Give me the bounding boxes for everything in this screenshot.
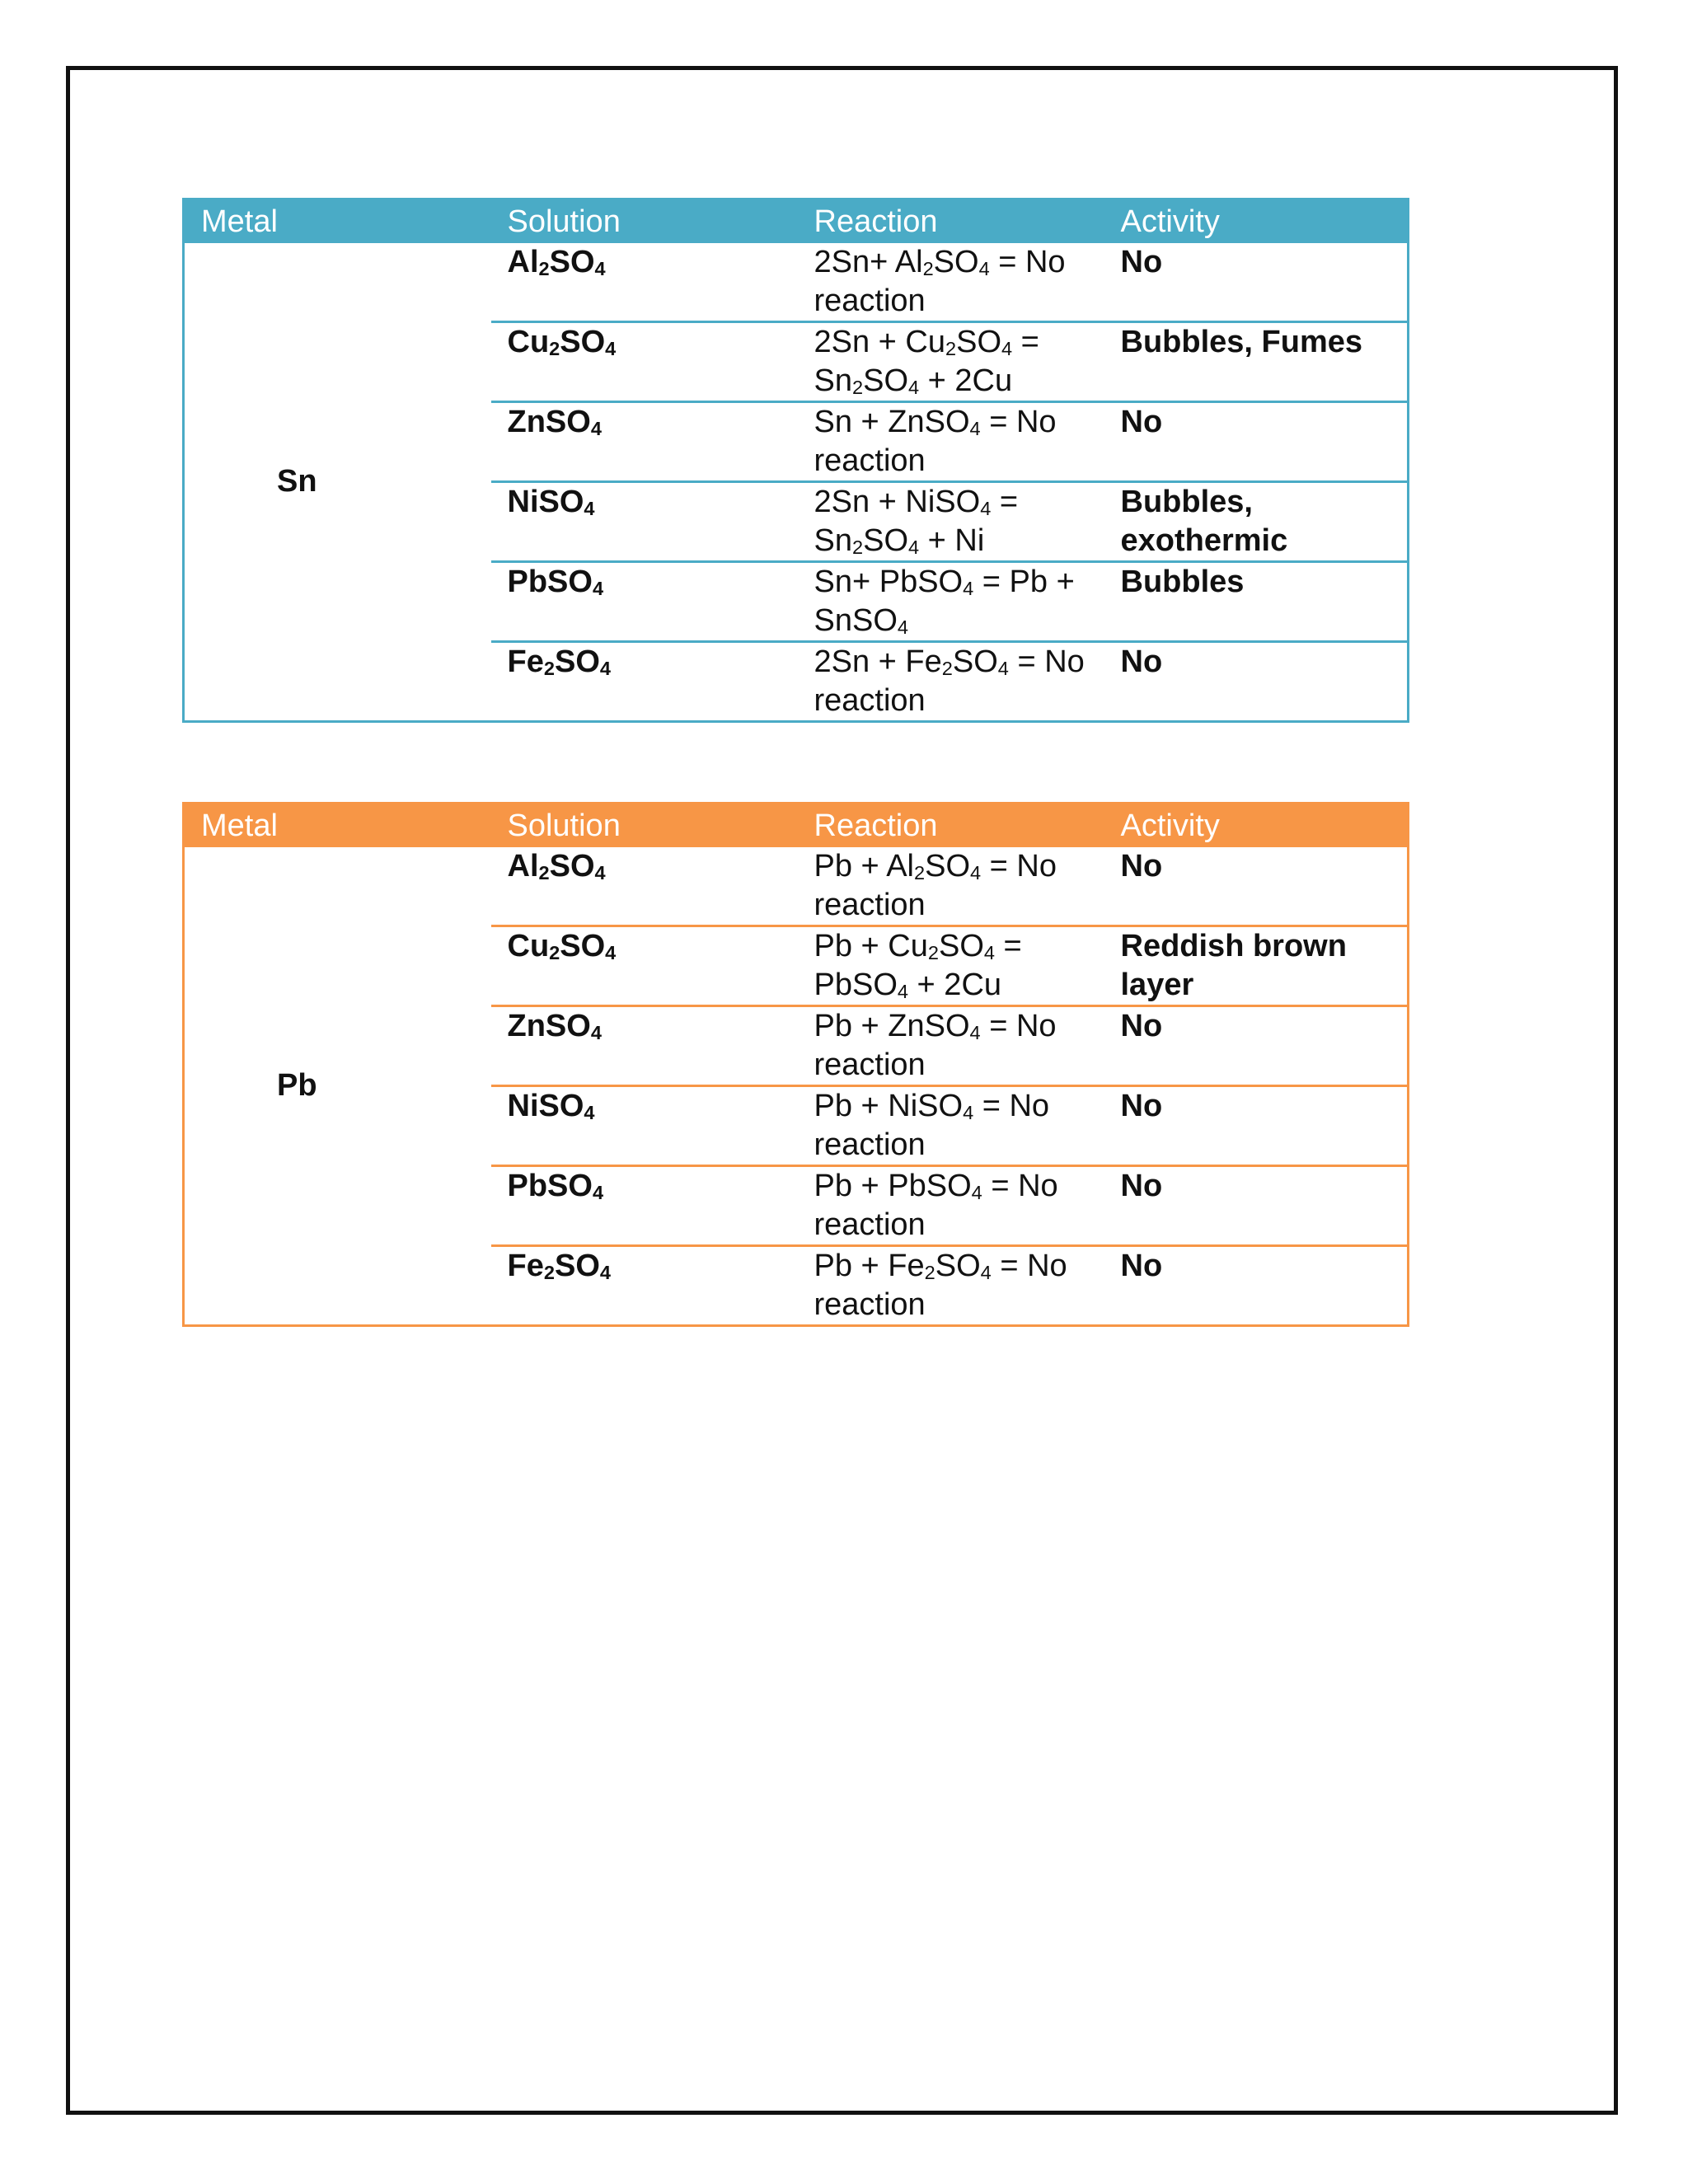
solution-subscript: 2 xyxy=(543,1262,555,1284)
solution-subscript: 4 xyxy=(605,942,617,964)
solution-cell xyxy=(491,1166,798,1246)
reaction-cell: Pb + ZnSO$_4$ = No reaction xyxy=(798,1006,1104,1086)
solution-text: SO xyxy=(554,1249,600,1283)
solution-subscript: 4 xyxy=(599,1262,611,1284)
solution-text: SO xyxy=(549,245,595,279)
solution-cell xyxy=(491,322,798,402)
activity-cell: No xyxy=(1104,243,1409,322)
table-row xyxy=(184,243,1409,322)
header-reaction: Reaction xyxy=(814,808,938,843)
solution-subscript: 4 xyxy=(594,258,606,280)
reaction-cell: $2Sn+ Al_2SO_4 = No$ reaction xyxy=(798,243,1104,322)
solution-text: SO xyxy=(549,849,595,883)
solution-cell xyxy=(491,1086,798,1166)
solution-text: SO xyxy=(560,325,606,359)
table-row xyxy=(184,847,1409,926)
activity-cell: No xyxy=(1104,847,1409,926)
solution-subscript: 4 xyxy=(590,1022,602,1044)
sn-reaction-table xyxy=(182,198,1407,723)
solution-text: PbSO xyxy=(507,1169,593,1203)
solution-subscript: 4 xyxy=(584,1102,595,1124)
solution-cell xyxy=(491,243,798,322)
activity-cell: No xyxy=(1104,642,1409,722)
reaction-cell: Sn + ZnSO$_4$ = No reaction xyxy=(798,402,1104,482)
header-activity: Activity xyxy=(1120,204,1220,239)
solution-subscript: 4 xyxy=(592,578,604,600)
solution-cell xyxy=(491,926,798,1006)
solution-text: NiSO xyxy=(507,485,584,519)
activity-cell: Reddish brown layer xyxy=(1104,926,1409,1006)
header-reaction: Reaction xyxy=(814,204,938,239)
solution-cell xyxy=(491,562,798,642)
reaction-cell: $2Sn + Fe_2SO_4 = No$ reaction xyxy=(798,642,1104,722)
metal-cell: Pb xyxy=(277,1068,317,1103)
solution-text: Al xyxy=(507,245,539,279)
solution-cell xyxy=(491,1246,798,1326)
solution-subscript: 4 xyxy=(590,418,602,440)
reaction-cell: Sn+ PbSO$_4$ = Pb + SnSO$_4$ xyxy=(798,562,1104,642)
solution-cell xyxy=(491,482,798,562)
reaction-cell: Pb + PbSO$_4$ = No reaction xyxy=(798,1166,1104,1246)
solution-text: PbSO xyxy=(507,565,593,599)
solution-cell xyxy=(491,1006,798,1086)
header-metal: Metal xyxy=(201,204,278,239)
solution-subscript: 4 xyxy=(592,1182,604,1204)
solution-cell xyxy=(491,847,798,926)
reaction-cell: Pb + NiSO$_4$ = No reaction xyxy=(798,1086,1104,1166)
pb-table xyxy=(182,802,1409,1327)
reaction-cell: $2Sn + Cu_2SO_4 = Sn_2SO_4 + 2Cu$ xyxy=(798,322,1104,402)
solution-subscript: 2 xyxy=(549,338,560,360)
solution-cell xyxy=(491,402,798,482)
solution-text: Cu xyxy=(507,325,550,359)
activity-cell: No xyxy=(1104,1006,1409,1086)
solution-text: NiSO xyxy=(507,1089,584,1123)
solution-text: Cu xyxy=(507,929,550,963)
solution-subscript: 2 xyxy=(538,258,550,280)
activity-cell: Bubbles, Fumes xyxy=(1104,322,1409,402)
header-metal: Metal xyxy=(201,808,278,843)
reaction-cell: $Pb + Cu_2SO_4$ = PbSO$_4$ + 2Cu xyxy=(798,926,1104,1006)
activity-cell: Bubbles, exothermic xyxy=(1104,482,1409,562)
pb-reaction-table xyxy=(182,802,1407,1327)
solution-subscript: 2 xyxy=(538,862,550,884)
reaction-cell: $Pb + Fe_2SO_4 = No$ reaction xyxy=(798,1246,1104,1326)
header-activity: Activity xyxy=(1120,808,1220,843)
activity-cell: No xyxy=(1104,402,1409,482)
solution-text: Fe xyxy=(507,644,544,679)
solution-subscript: 2 xyxy=(549,942,560,964)
solution-subscript: 4 xyxy=(594,862,606,884)
solution-subscript: 4 xyxy=(584,498,595,520)
header-solution: Solution xyxy=(507,808,621,843)
solution-subscript: 4 xyxy=(605,338,617,360)
solution-text: ZnSO xyxy=(507,1009,591,1043)
table-header-row xyxy=(184,804,1409,848)
solution-subscript: 2 xyxy=(543,658,555,680)
activity-cell: No xyxy=(1104,1086,1409,1166)
activity-cell: No xyxy=(1104,1246,1409,1326)
solution-cell xyxy=(491,642,798,722)
solution-text: SO xyxy=(560,929,606,963)
solution-text: Al xyxy=(507,849,539,883)
table-header-row xyxy=(184,199,1409,244)
reaction-cell: 2Sn + NiSO$_4$ = $Sn_2SO_4 + Ni$ xyxy=(798,482,1104,562)
activity-cell: No xyxy=(1104,1166,1409,1246)
header-solution: Solution xyxy=(507,204,621,239)
reaction-cell: $Pb + Al_2SO_4 = No$ reaction xyxy=(798,847,1104,926)
solution-text: SO xyxy=(554,644,600,679)
solution-subscript: 4 xyxy=(599,658,611,680)
solution-text: ZnSO xyxy=(507,405,591,439)
activity-cell: Bubbles xyxy=(1104,562,1409,642)
sn-table xyxy=(182,198,1409,723)
solution-text: Fe xyxy=(507,1249,544,1283)
metal-cell: Sn xyxy=(277,464,317,499)
